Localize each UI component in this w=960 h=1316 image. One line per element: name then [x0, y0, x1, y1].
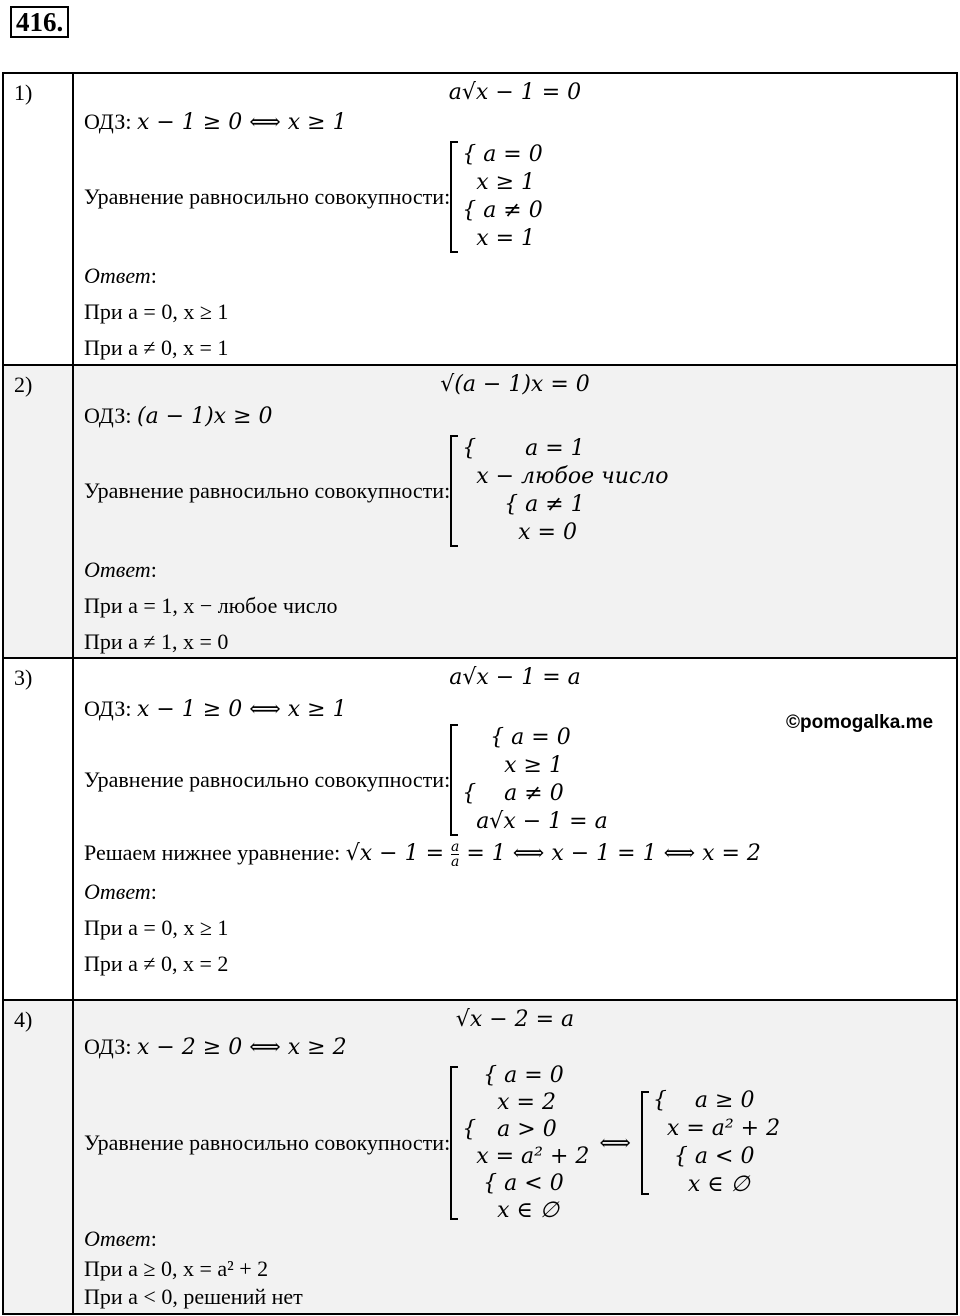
part-number: 3): [3, 658, 73, 1000]
answer-heading: Ответ:: [84, 879, 157, 905]
answer-heading: Ответ:: [84, 557, 157, 582]
answer-line: При a = 0, x ≥ 1: [84, 299, 229, 324]
answer-line: При a = 1, x − любое число: [84, 593, 338, 618]
cases-system: [450, 435, 668, 547]
bracket-symbol: [450, 724, 458, 836]
answer-line: При a ≠ 1, x = 0: [84, 629, 229, 654]
bracket-symbol: [450, 141, 458, 253]
cases-system: [450, 724, 608, 836]
equivalence-label: Уравнение равносильно совокупности:: [84, 184, 451, 209]
odz-line: ОДЗ: (a − 1)x ≥ 0: [84, 403, 273, 429]
part-number: 4): [3, 1000, 73, 1314]
odz-label: ОДЗ:: [84, 109, 137, 134]
answer-line: При a ≥ 0, x = a² + 2: [84, 1256, 269, 1281]
case-line: x ≥ 1: [476, 170, 536, 195]
part-number: 1): [3, 73, 73, 365]
answer-heading: Ответ:: [84, 1226, 157, 1251]
case-line: x = 1: [476, 226, 536, 251]
answer-line: При a < 0, решений нет: [84, 1284, 303, 1309]
answer-line: При a = 0, x ≥ 1: [84, 915, 229, 941]
part-row-2: [3, 365, 957, 658]
part-number: 2): [3, 365, 73, 658]
cases-system-2: [641, 1087, 780, 1199]
part-row-3: [3, 658, 957, 1000]
equivalence-line: [84, 141, 956, 253]
main-equation: a√x − 1 = a: [449, 665, 581, 690]
equivalence-sign: ⟺: [599, 1130, 631, 1156]
odz-line: ОДЗ: x − 1 ≥ 0 ⟺ x ≥ 1: [84, 696, 347, 722]
odz-line: ОДЗ: x − 2 ≥ 0 ⟺ x ≥ 2: [84, 1034, 347, 1060]
watermark: ©pomogalka.me: [786, 712, 934, 733]
answer-line: При a ≠ 0, x = 2: [84, 951, 229, 977]
part-body: [73, 1000, 957, 1314]
cases-list: { a ≥ 0 x = a² + 2 { a < 0 x ∈ ∅: [652, 1088, 781, 1197]
solve-line: Решаем нижнее уравнение: √x − 1 = $\frac{a}{a}$ = 1 ⟺ x − 1 = 1 ⟺ x = 2: [84, 839, 761, 871]
answer-heading: Ответ:: [84, 263, 157, 288]
equivalence-line: Уравнение равносильно совокупности: { a = 0 x = 2 { a > 0 x = a² + 2 { a < 0 x ∈ ∅ ⟺ { a ≥ 0 x = a² + 2 { a < 0 x ∈ ∅: [84, 1063, 781, 1223]
part-body: [73, 73, 957, 365]
answer-line: При a ≠ 0, x = 1: [84, 335, 229, 360]
main-equation: a√x − 1 = 0: [448, 80, 582, 105]
part-body: [73, 658, 957, 1000]
cases-list: { a = 1 x − любое число { a ≠ 1 x = 0: [462, 436, 669, 545]
equivalence-line: Уравнение равносильно совокупности: { a = 0 x ≥ 1 { a ≠ 0 a√x − 1 = a: [84, 725, 608, 834]
equivalence-line: Уравнение равносильно совокупности: { a = 1 x − любое число { a ≠ 1 x = 0: [84, 436, 669, 545]
case-line: a = 0: [483, 142, 543, 167]
main-equation: √(a − 1)x = 0: [440, 372, 590, 397]
fraction: $\frac{a}{a}$: [451, 839, 460, 871]
odz-condition: x − 1 ≥ 0 ⟺ x ≥ 1: [136, 110, 347, 135]
case-line: a ≠ 0: [483, 198, 543, 223]
part-row-4: [3, 1000, 957, 1314]
bracket-symbol: [450, 1066, 458, 1220]
problem-number: 416.: [10, 6, 69, 38]
bracket-symbol: [641, 1091, 649, 1195]
cases-system: [450, 141, 543, 253]
solution-table: [2, 72, 958, 1315]
cases-list: { a = 0 x ≥ 1 { a ≠ 0 x = 1: [462, 142, 543, 251]
cases-list: { a = 0 x ≥ 1 { a ≠ 0 a√x − 1 = a: [462, 725, 608, 834]
odz-line: [84, 109, 956, 135]
main-equation: √x − 2 = a: [455, 1007, 575, 1032]
part-body: [73, 365, 957, 658]
cases-system: [450, 1062, 589, 1224]
part-row-1: [3, 73, 957, 365]
cases-list: { a = 0 x = 2 { a > 0 x = a² + 2 { a < 0 x ∈ ∅: [462, 1063, 590, 1223]
bracket-symbol: [450, 435, 458, 547]
